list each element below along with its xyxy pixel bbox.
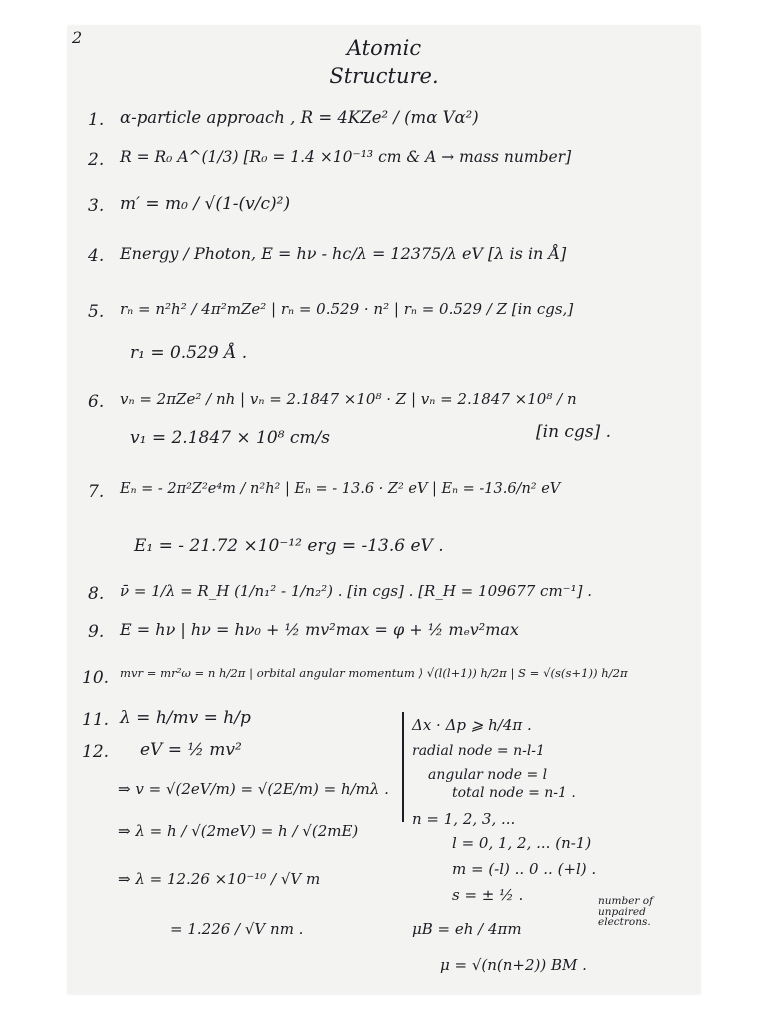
item-number: 3.: [88, 196, 105, 216]
formula-wavelength-derivation: ⇒ λ = h / √(2meV) = h / √(2mE): [118, 822, 359, 840]
formula-de-broglie: λ = h/mv = h/p: [120, 708, 251, 728]
formula-alpha-approach: α-particle approach , R = 4KZe² / (mα Vα²): [120, 108, 479, 127]
formula-wavelength-meters: ⇒ λ = 12.26 ×10⁻¹⁰ / √V m: [118, 870, 321, 888]
item-number: 7.: [88, 482, 105, 502]
formula-first-radius: r₁ = 0.529 Å .: [130, 343, 248, 363]
item-number: 8.: [88, 584, 105, 604]
formula-radial-node: radial node = n-l-1: [412, 743, 545, 759]
formula-total-node: total node = n-1 .: [452, 785, 576, 801]
formula-relativistic-mass: m′ = m₀ / √(1-(v/c)²): [120, 194, 291, 214]
formula-angular-momentum: mvr = mr²ω = n h/2π | orbital angular momentum ⟩ √(l(l+1)) h/2π | S = √(s(s+1)) h/2π: [120, 666, 628, 680]
formula-velocity-derivation: ⇒ v = √(2eV/m) = √(2E/m) = h/mλ .: [118, 780, 389, 798]
formula-photon-energy: Energy / Photon, E = hν - hc/λ = 12375/λ eV [λ is in Å]: [120, 244, 567, 263]
title-line-2: Structure.: [329, 64, 439, 88]
item-number: 10.: [82, 668, 110, 688]
formula-magnetic-moment: μ = √(n(n+2)) BM .: [440, 956, 587, 974]
item-number: 12.: [82, 742, 110, 762]
units-note: [in cgs] .: [536, 422, 611, 442]
formula-bohr-magneton: μB = eh / 4πm: [412, 920, 522, 938]
formula-orbit-radius: rₙ = n²h² / 4π²mZe² | rₙ = 0.529 · n² | rₙ = 0.529 / Z [in cgs,]: [120, 300, 574, 318]
notes-page: [68, 26, 700, 994]
item-number: 11.: [82, 710, 110, 730]
item-number: 1.: [88, 110, 105, 130]
title-line-1: Atomic: [346, 36, 422, 60]
formula-wave-number: ν̄ = 1/λ = R_H (1/n₁² - 1/n₂²) . [in cgs] . [R_H = 109677 cm⁻¹] .: [120, 582, 592, 600]
item-number: 2.: [88, 150, 105, 170]
formula-azimuthal-quantum: l = 0, 1, 2, ... (n-1): [452, 834, 592, 852]
page-marker: 2: [72, 28, 83, 47]
formula-angular-node: angular node = l: [428, 767, 548, 783]
formula-photoelectric: E = hν | hν = hν₀ + ½ mv²max = φ + ½ mₑv²max: [120, 620, 519, 639]
item-number: 9.: [88, 622, 105, 642]
column-divider: [402, 712, 404, 822]
formula-wavelength-nm: = 1.226 / √V nm .: [170, 920, 304, 938]
formula-orbit-velocity: vₙ = 2πZe² / nh | vₙ = 2.1847 ×10⁸ · Z | vₙ = 2.1847 ×10⁸ / n: [120, 390, 577, 408]
formula-orbit-energy: Eₙ = - 2π²Z²e⁴m / n²h² | Eₙ = - 13.6 · Z² eV | Eₙ = -13.6/n² eV: [120, 481, 561, 497]
formula-first-velocity: v₁ = 2.1847 × 10⁸ cm/s: [130, 428, 330, 448]
formula-nuclear-radius: R = R₀ A^(1/3) [R₀ = 1.4 ×10⁻¹³ cm & A → mass number]: [120, 148, 572, 166]
item-number: 4.: [88, 246, 105, 266]
item-number: 5.: [88, 302, 105, 322]
formula-principal-quantum: n = 1, 2, 3, ...: [412, 810, 516, 828]
formula-spin-quantum: s = ± ½ .: [452, 886, 524, 904]
formula-first-energy: E₁ = - 21.72 ×10⁻¹² erg = -13.6 eV .: [134, 536, 444, 556]
formula-magnetic-quantum: m = (-l) .. 0 .. (+l) .: [452, 860, 597, 878]
formula-electron-energy: eV = ½ mv²: [140, 740, 242, 760]
formula-uncertainty: Δx · Δp ⩾ h/4π .: [412, 716, 532, 734]
note-unpaired: number of unpaired electrons.: [598, 895, 653, 928]
item-number: 6.: [88, 392, 105, 412]
